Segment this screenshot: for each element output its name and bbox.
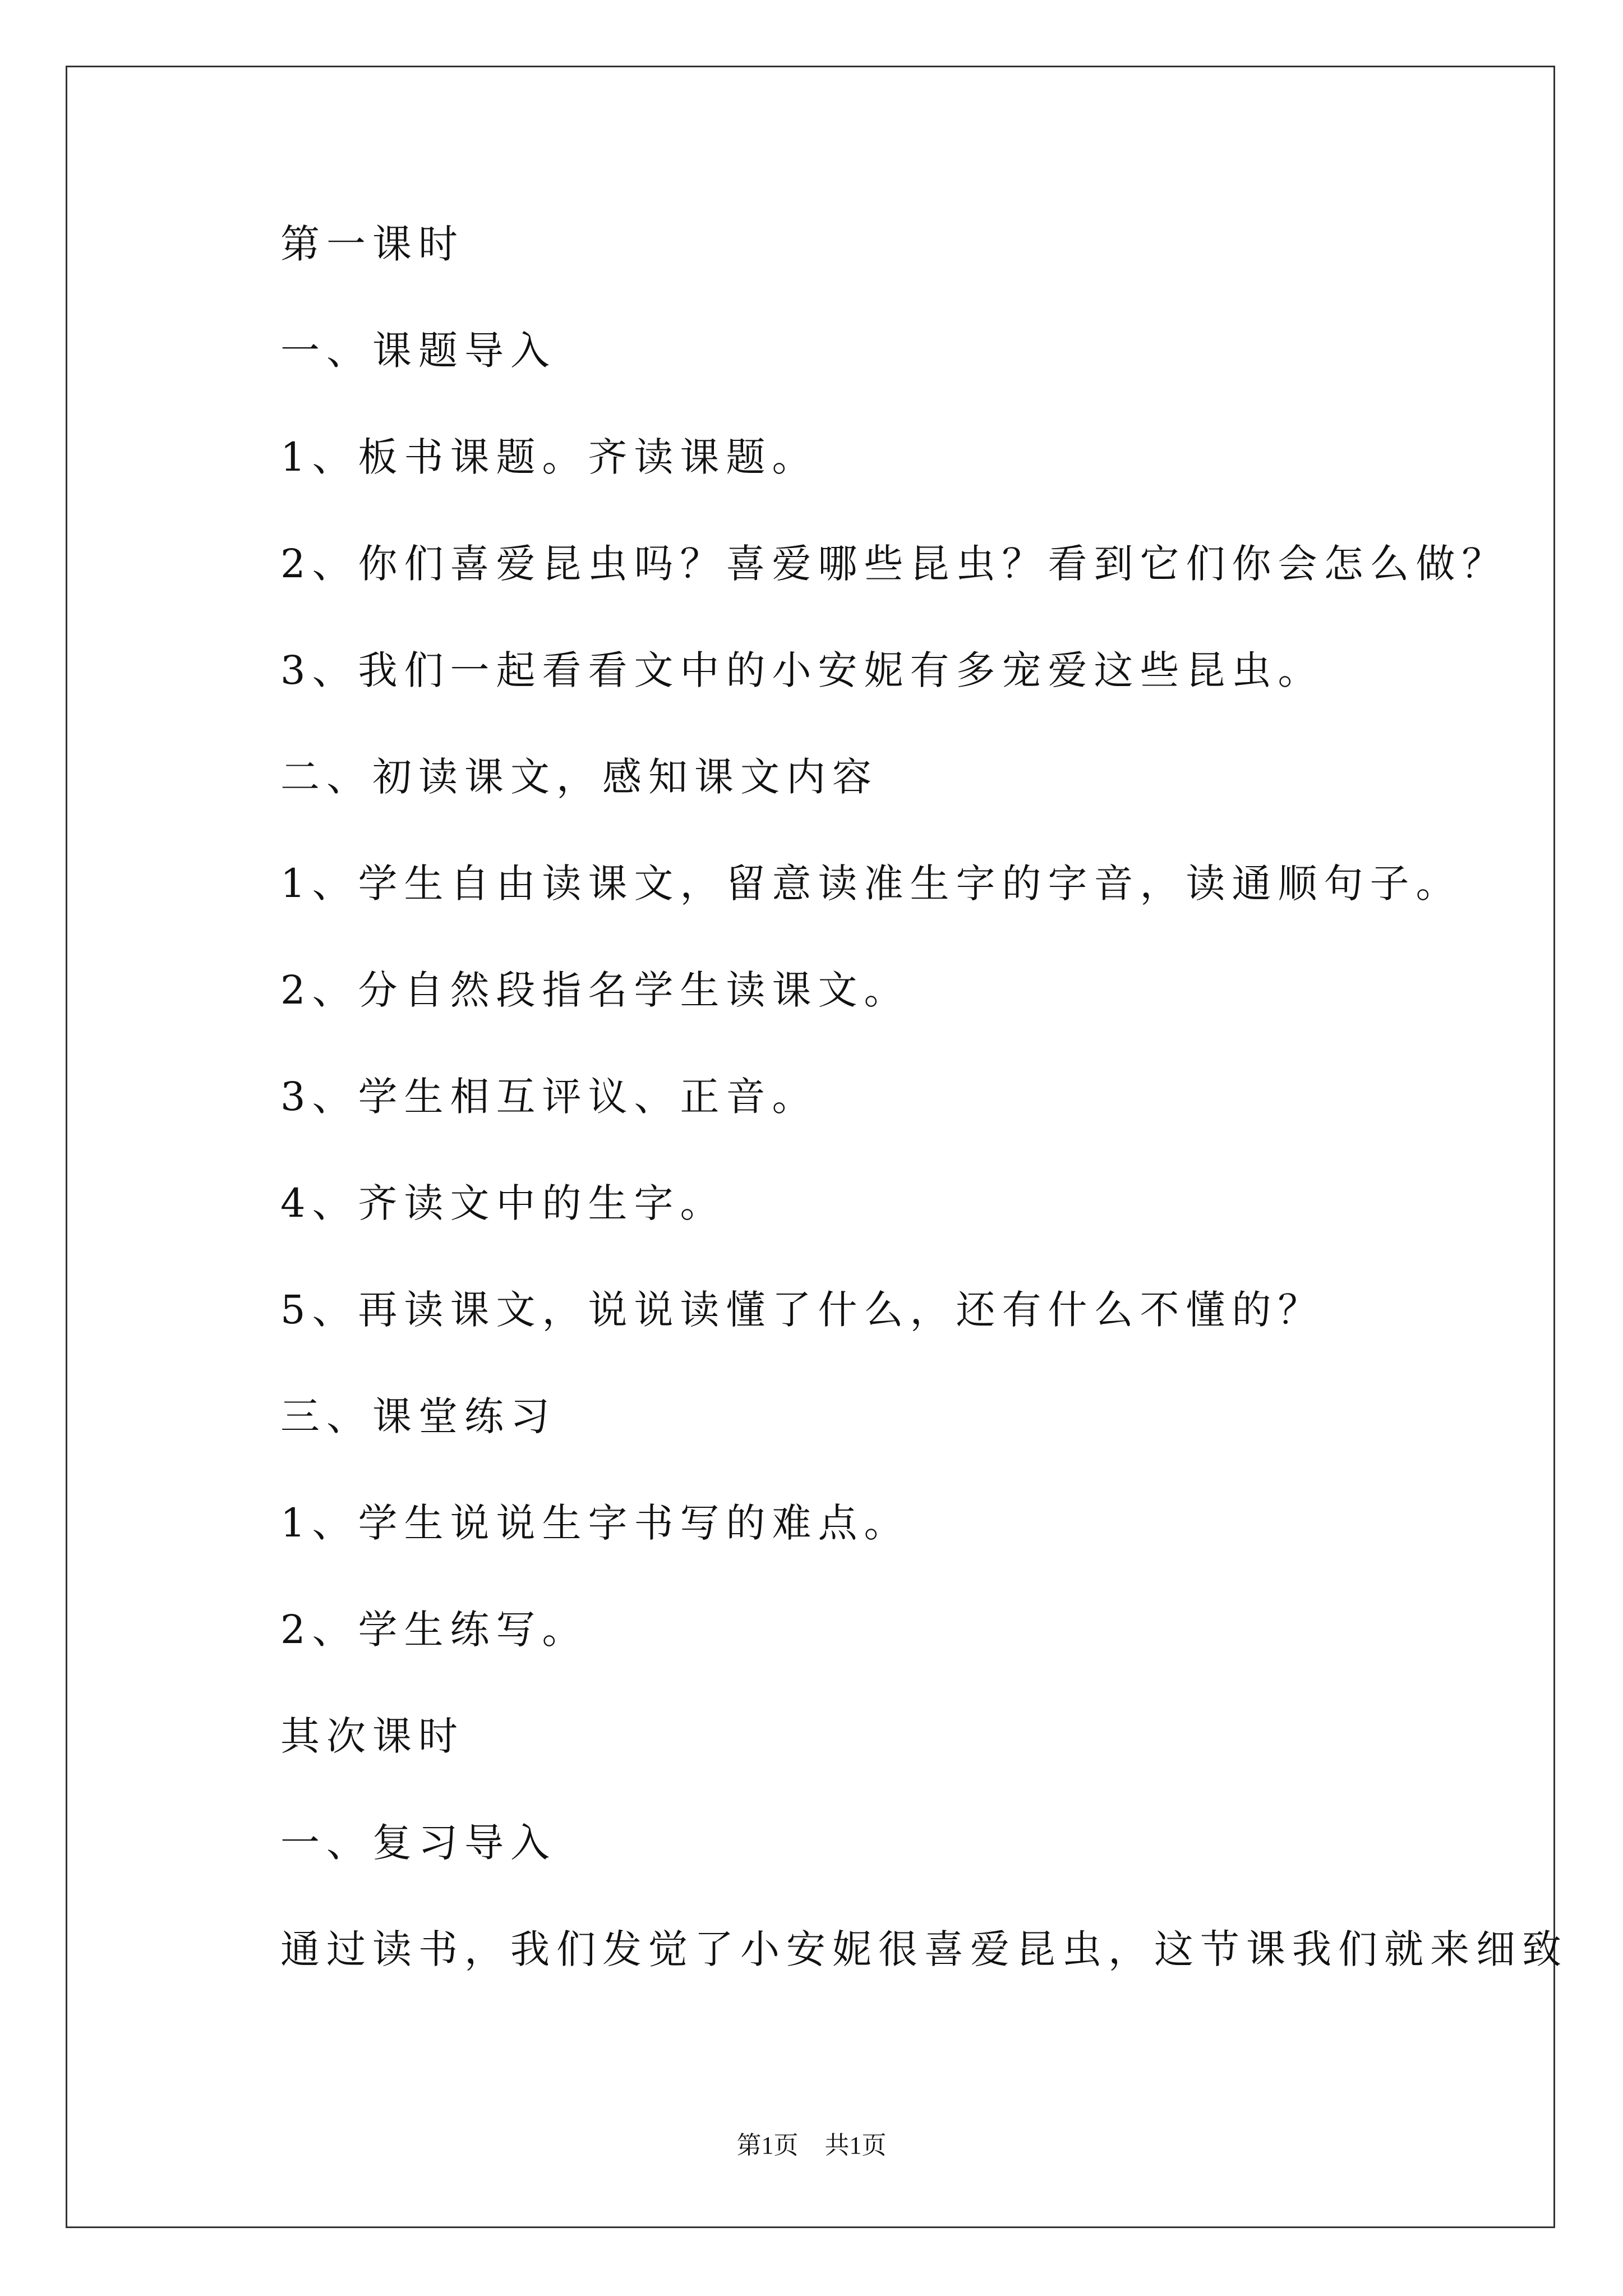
- lesson-heading-2: 其次课时: [280, 1713, 464, 1759]
- lesson-heading-1: 第一课时: [280, 221, 464, 267]
- paragraph: 3、学生相互评议、正音。: [280, 1074, 818, 1120]
- section-heading: 三、课堂练习: [280, 1393, 556, 1439]
- page-footer: [0, 2129, 1623, 2162]
- paragraph: 2、你们喜爱昆虫吗？喜爱哪些昆虫？看到它们你会怎么做？: [280, 541, 1508, 587]
- paragraph: 5、再读课文，说说读懂了什么，还有什么不懂的？: [280, 1287, 1324, 1333]
- paragraph: 2、分自然段指名学生读课文。: [280, 967, 910, 1013]
- paragraph: 3、我们一起看看文中的小安妮有多宠爱这些昆虫。: [280, 647, 1324, 693]
- paragraph: 1、学生自由读课文，留意读准生字的字音，读通顺句子。: [280, 861, 1462, 907]
- page-total: 共1页: [824, 2132, 887, 2159]
- section-heading: 一、课题导入: [280, 328, 556, 374]
- paragraph: 1、板书课题。齐读课题。: [280, 434, 818, 480]
- paragraph: 4、齐读文中的生字。: [280, 1180, 726, 1226]
- section-heading: 一、复习导入: [280, 1820, 556, 1866]
- page-border: [66, 66, 1555, 2228]
- paragraph: 通过读书，我们发觉了小安妮很喜爱昆虫，这节课我们就来细致: [280, 1926, 1568, 1972]
- paragraph: 1、学生说说生字书写的难点。: [280, 1500, 910, 1546]
- paragraph: 2、学生练写。: [280, 1607, 588, 1653]
- page-number: 第1页: [736, 2132, 799, 2159]
- section-heading: 二、初读课文，感知课文内容: [280, 754, 878, 800]
